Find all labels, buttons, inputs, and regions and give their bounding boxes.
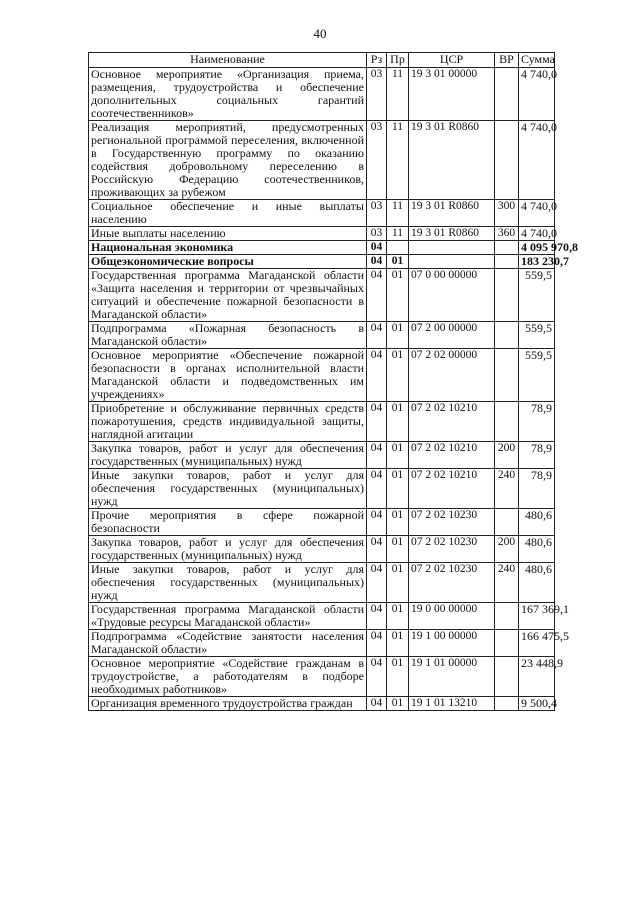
row-sum: 78,9 <box>519 442 555 469</box>
row-name: Государственная программа Магаданской области «Защита населения и территории от чрезвычайных ситуаций и обеспечение пожарной безопасности в Магаданской области» <box>89 269 367 322</box>
row-sum: 183 230,7 <box>519 255 555 269</box>
row-pr: 11 <box>387 227 409 241</box>
table-row <box>89 227 555 241</box>
row-csr: 19 3 01 R0860 <box>409 121 495 200</box>
row-pr: 01 <box>387 509 409 536</box>
row-csr: 19 3 01 R0860 <box>409 227 495 241</box>
row-rz: 03 <box>367 200 387 227</box>
table-header-row <box>89 53 555 68</box>
table-row <box>89 241 555 255</box>
row-rz: 04 <box>367 657 387 697</box>
row-rz: 04 <box>367 349 387 402</box>
row-csr: 07 2 02 00000 <box>409 349 495 402</box>
row-csr: 19 1 01 00000 <box>409 657 495 697</box>
row-name: Общеэкономические вопросы <box>89 255 367 269</box>
row-name: Социальное обеспечение и иные выплаты населению <box>89 200 367 227</box>
row-pr: 11 <box>387 121 409 200</box>
row-vr <box>495 697 519 711</box>
header-sum: Сумма <box>519 53 555 68</box>
table-row <box>89 322 555 349</box>
row-rz: 04 <box>367 241 387 255</box>
row-rz: 04 <box>367 536 387 563</box>
row-pr: 01 <box>387 349 409 402</box>
row-rz: 04 <box>367 269 387 322</box>
row-sum: 480,6 <box>519 509 555 536</box>
row-name: Подпрограмма «Содействие занятости населения Магаданской области» <box>89 630 367 657</box>
header-vr: ВР <box>495 53 519 68</box>
row-sum: 4 740,0 <box>519 68 555 121</box>
row-vr: 240 <box>495 469 519 509</box>
row-sum: 78,9 <box>519 469 555 509</box>
row-pr: 11 <box>387 68 409 121</box>
table-body <box>89 67 578 711</box>
row-vr <box>495 269 519 322</box>
row-csr: 19 0 00 00000 <box>409 603 495 630</box>
row-csr: 19 3 01 R0860 <box>409 200 495 227</box>
row-name: Закупка товаров, работ и услуг для обеспечения государственных (муниципальных) нужд <box>89 442 367 469</box>
row-pr: 11 <box>387 200 409 227</box>
row-pr: 01 <box>387 469 409 509</box>
row-vr <box>495 121 519 200</box>
row-pr <box>387 241 409 255</box>
row-csr: 19 1 00 00000 <box>409 630 495 657</box>
row-vr <box>495 349 519 402</box>
row-rz: 04 <box>367 630 387 657</box>
row-rz: 04 <box>367 603 387 630</box>
row-name: Прочие мероприятия в сфере пожарной безопасности <box>89 509 367 536</box>
row-pr: 01 <box>387 563 409 603</box>
row-vr: 200 <box>495 536 519 563</box>
row-pr: 01 <box>387 255 409 269</box>
row-csr: 07 2 02 10230 <box>409 536 495 563</box>
row-vr <box>495 630 519 657</box>
header-name: Наименование <box>89 53 367 68</box>
row-pr: 01 <box>387 322 409 349</box>
table-row <box>89 442 555 469</box>
row-vr <box>495 603 519 630</box>
row-name: Иные закупки товаров, работ и услуг для обеспечения государственных (муниципальных) нужд <box>89 469 367 509</box>
row-rz: 04 <box>367 469 387 509</box>
row-name: Приобретение и обслуживание первичных средств пожаротушения, средств индивидуальной защиты, наглядной агитации <box>89 402 367 442</box>
row-sum: 4 740,0 <box>519 200 555 227</box>
row-vr <box>495 322 519 349</box>
row-rz: 04 <box>367 255 387 269</box>
table-row <box>89 630 555 657</box>
row-name: Организация временного трудоустройства граждан <box>89 697 367 711</box>
header-pr: Пр <box>387 53 409 68</box>
row-name: Основное мероприятие «Содействие гражданам в трудоустройстве, а работодателям в подборе необходимых работников» <box>89 657 367 697</box>
row-name: Национальная экономика <box>89 241 367 255</box>
row-pr: 01 <box>387 269 409 322</box>
table-row <box>89 469 555 509</box>
table-row <box>89 657 555 697</box>
budget-table <box>88 52 578 711</box>
row-sum: 9 500,4 <box>519 697 555 711</box>
row-vr <box>495 657 519 697</box>
row-vr <box>495 68 519 121</box>
table-row <box>89 349 555 402</box>
table-row <box>89 536 555 563</box>
table-row <box>89 255 555 269</box>
table-row <box>89 603 555 630</box>
row-vr <box>495 509 519 536</box>
row-vr <box>495 241 519 255</box>
row-name: Иные выплаты населению <box>89 227 367 241</box>
row-pr: 01 <box>387 402 409 442</box>
row-vr <box>495 255 519 269</box>
row-rz: 04 <box>367 442 387 469</box>
row-rz: 03 <box>367 227 387 241</box>
row-csr <box>409 255 495 269</box>
row-rz: 04 <box>367 509 387 536</box>
row-pr: 01 <box>387 442 409 469</box>
row-sum: 4 095 970,8 <box>519 241 555 255</box>
header-csr: ЦСР <box>409 53 495 68</box>
row-sum: 4 740,0 <box>519 227 555 241</box>
table-row <box>89 697 555 711</box>
table-row <box>89 68 555 121</box>
row-vr: 200 <box>495 442 519 469</box>
row-name: Основное мероприятие «Обеспечение пожарной безопасности в органах исполнительной власти Магаданской области и подведомственных им учреждениях» <box>89 349 367 402</box>
row-sum: 480,6 <box>519 563 555 603</box>
row-rz: 04 <box>367 697 387 711</box>
table-row <box>89 121 555 200</box>
row-name: Закупка товаров, работ и услуг для обеспечения государственных (муниципальных) нужд <box>89 536 367 563</box>
row-sum: 480,6 <box>519 536 555 563</box>
row-pr: 01 <box>387 697 409 711</box>
row-rz: 04 <box>367 563 387 603</box>
table-row <box>89 563 555 603</box>
row-name: Государственная программа Магаданской области «Трудовые ресурсы Магаданской области» <box>89 603 367 630</box>
row-csr: 07 2 02 10230 <box>409 563 495 603</box>
row-csr: 07 2 02 10210 <box>409 469 495 509</box>
row-csr: 19 1 01 13210 <box>409 697 495 711</box>
row-vr <box>495 402 519 442</box>
row-vr: 300 <box>495 200 519 227</box>
page-number: 40 <box>313 26 327 41</box>
row-rz: 03 <box>367 68 387 121</box>
table-row <box>89 402 555 442</box>
row-csr: 07 2 02 10230 <box>409 509 495 536</box>
row-sum: 4 740,0 <box>519 121 555 200</box>
row-sum: 559,5 <box>519 322 555 349</box>
row-csr <box>409 241 495 255</box>
row-pr: 01 <box>387 657 409 697</box>
row-csr: 19 3 01 00000 <box>409 68 495 121</box>
row-rz: 04 <box>367 322 387 349</box>
row-sum: 167 369,1 <box>519 603 555 630</box>
row-sum: 23 448,9 <box>519 657 555 697</box>
row-sum: 559,5 <box>519 269 555 322</box>
row-pr: 01 <box>387 630 409 657</box>
row-csr: 07 2 02 10210 <box>409 442 495 469</box>
table-row <box>89 509 555 536</box>
row-rz: 04 <box>367 402 387 442</box>
row-pr: 01 <box>387 603 409 630</box>
table-row <box>89 269 555 322</box>
header-rz: Рз <box>367 53 387 68</box>
row-vr: 360 <box>495 227 519 241</box>
row-name: Реализация мероприятий, предусмотренных региональной программой переселения, включенной в Государственную программу по оказанию содействия добровольному переселению в Российскую Федерацию соотечественников, проживающих за рубежом <box>89 121 367 200</box>
row-sum: 78,9 <box>519 402 555 442</box>
row-name: Иные закупки товаров, работ и услуг для обеспечения государственных (муниципальных) нужд <box>89 563 367 603</box>
row-csr: 07 2 00 00000 <box>409 322 495 349</box>
row-sum: 559,5 <box>519 349 555 402</box>
row-csr: 07 0 00 00000 <box>409 269 495 322</box>
row-vr: 240 <box>495 563 519 603</box>
row-sum: 166 475,5 <box>519 630 555 657</box>
row-name: Подпрограмма «Пожарная безопасность в Магаданской области» <box>89 322 367 349</box>
row-name: Основное мероприятие «Организация приема, размещения, трудоустройства и обеспечение дополнительных социальных гарантий соотечественников» <box>89 68 367 121</box>
table-row <box>89 200 555 227</box>
row-csr: 07 2 02 10210 <box>409 402 495 442</box>
row-pr: 01 <box>387 536 409 563</box>
row-rz: 03 <box>367 121 387 200</box>
